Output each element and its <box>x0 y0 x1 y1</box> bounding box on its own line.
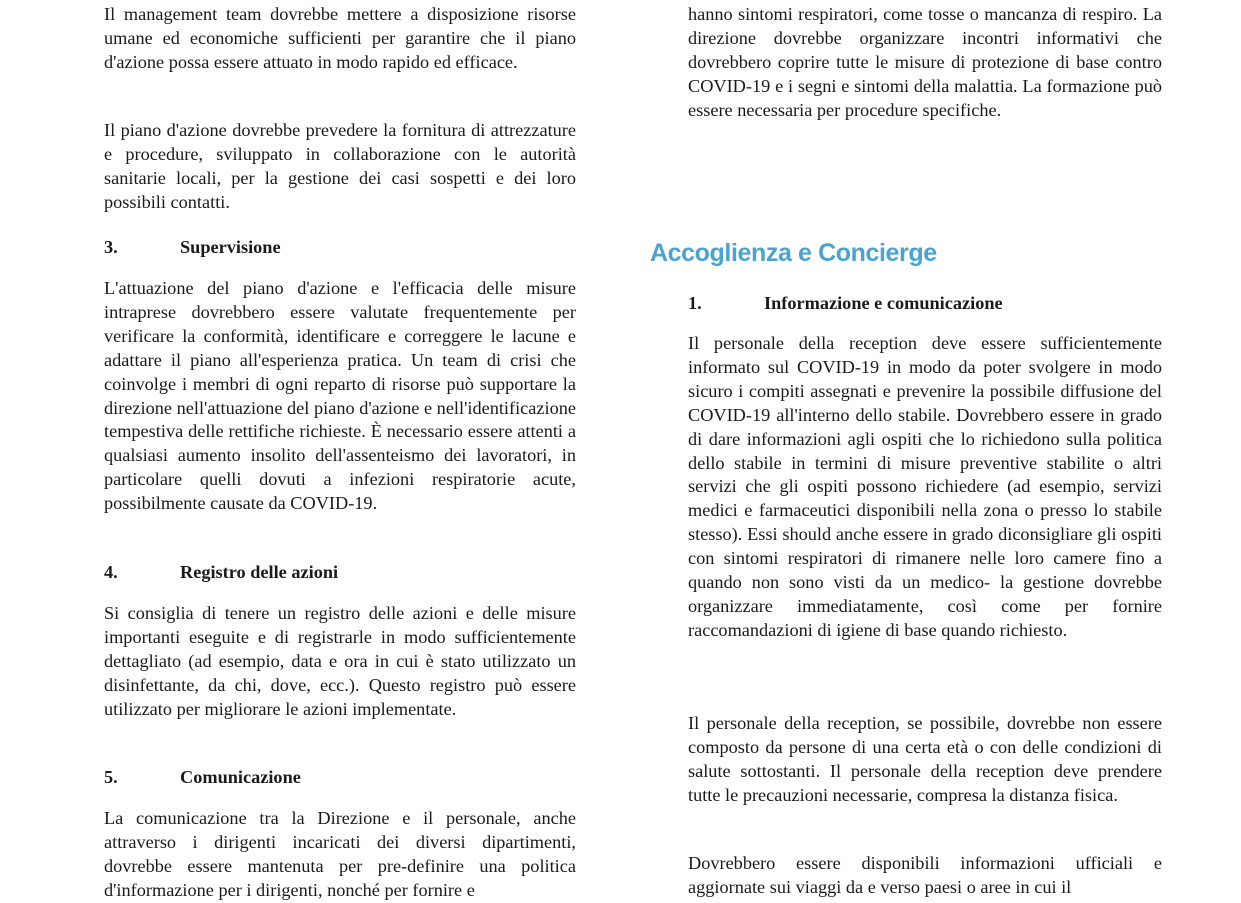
heading-registro-azioni <box>104 561 338 585</box>
heading-number: 4. <box>104 562 118 582</box>
heading-number: 3. <box>104 237 118 257</box>
paragraph-viaggi: Dovrebbero essere disponibili informazioni ufficiali e aggiornate sui viaggi da e verso paesi o aree in cui il <box>688 853 1162 897</box>
paragraph-supervisione: L'attuazione del piano d'azione e l'efficacia delle misure intraprese dovrebbero essere valutate frequentemente per verificare la conformità, identificare e correggere le lacune e adattare il piano all'esperienza pratica. Un team di crisi che coinvolge i membri di ogni reparto di risorse può supportare la direzione nell'attuazione del piano d'azione e nell'identificazione tempestiva delle rettifiche richieste. È necessario essere attenti a qualsiasi aumento insolito dell'assenteismo dei lavoratori, in particolare quelli dovuti a infezioni respiratorie acute, possibilmente causate da COVID-19. <box>104 278 576 514</box>
heading-title: Supervisione <box>180 237 281 257</box>
heading-title: Informazione e comunicazione <box>764 293 1003 313</box>
paragraph-action-plan: Il piano d'azione dovrebbe prevedere la fornitura di attrezzature e procedure, sviluppato in collaborazione con le autorità sanitarie locali, per la gestione dei casi sospetti e dei loro possibili contatti. <box>104 120 576 212</box>
heading-title: Comunicazione <box>180 767 301 787</box>
heading-comunicazione <box>104 766 301 790</box>
heading-informazione-comunicazione <box>688 292 1003 316</box>
paragraph-registro-azioni: Si consiglia di tenere un registro delle azioni e delle misure importanti eseguite e di registrarle in modo sufficientemente dettagliato (ad esempio, data e ora in cui è stato utilizzato un disinfettante, da chi, dove, ecc.). Questo registro può essere utilizzato per migliorare le azioni implementate. <box>104 603 576 719</box>
paragraph-reception-informazione: Il personale della reception deve essere sufficientemente informato sul COVID-19 in modo da poter svolgere in modo sicuro i compiti assegnati e prevenire la possibile diffusione del COVID-19 all'interno dello stabile. Dovrebbero essere in grado di dare informazioni agli ospiti che lo richiedono sulla politica dello stabile in termini di misure preventive stabilite o altri servizi che gli ospiti possono richiedere (ad esempio, servizi medici e farmaceutici disponibili nella zona o presso lo stabile stesso). Essi should anche essere in grado diconsigliare gli ospiti con sintomi respiratori di rimanere nelle loro camere fino a quando non sono visti da un medico- la gestione dovrebbe organizzare immediatamente, così come per fornire raccomandazioni di igiene di base quando richiesto. <box>688 333 1162 640</box>
heading-number: 5. <box>104 767 118 787</box>
heading-number: 1. <box>688 293 702 313</box>
paragraph-training: hanno sintomi respiratori, come tosse o mancanza di respiro. La direzione dovrebbe organizzare incontri informativi che dovrebbero coprire tutte le misure di protezione di base contro COVID-19 e i segni e sintomi della malattia. La formazione può essere necessaria per procedure specifiche. <box>688 3 1162 120</box>
heading-title: Registro delle azioni <box>180 562 339 582</box>
paragraph-management-resources: Il management team dovrebbe mettere a disposizione risorse umane ed economiche sufficienti per garantire che il piano d'azione possa essere attuato in modo rapido ed efficace. <box>104 4 576 72</box>
paragraph-comunicazione: La comunicazione tra la Direzione e il personale, anche attraverso i dirigenti incaricati dei diversi dipartimenti, dovrebbe essere mantenuta per pre-definire una politica d'informazione per i dirigenti, nonché per fornire e <box>104 808 576 900</box>
paragraph-reception-personale: Il personale della reception, se possibile, dovrebbe non essere composto da persone di una certa età o con delle condizioni di salute sottostanti. Il personale della reception deve prendere tutte le precauzioni necessarie, compresa la distanza fisica. <box>688 713 1162 805</box>
heading-supervisione <box>104 236 281 260</box>
section-title-accoglienza: Accoglienza e Concierge <box>650 239 937 267</box>
